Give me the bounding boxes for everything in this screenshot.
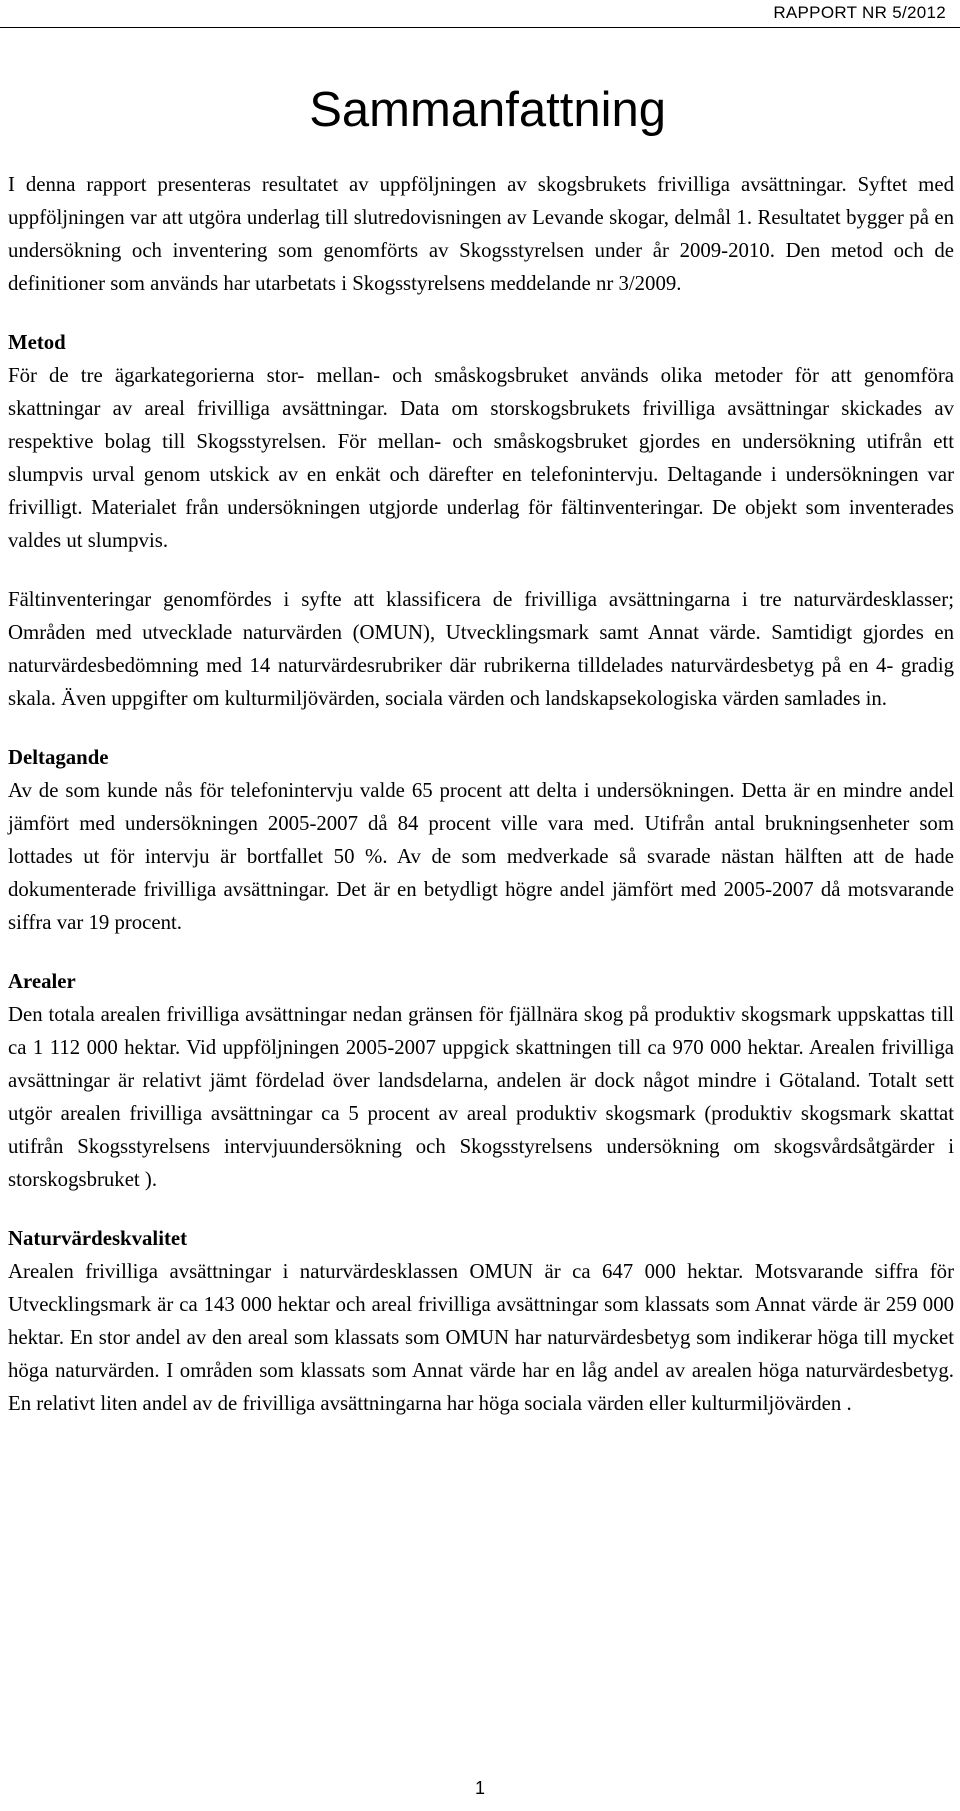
header-rule (0, 27, 960, 28)
section-heading-deltagande: Deltagande (8, 746, 109, 769)
page-header (0, 0, 960, 28)
report-number: RAPPORT NR 5/2012 (773, 3, 946, 22)
naturvardeskvalitet-paragraph: Arealen frivilliga avsättningar i naturvärdesklassen OMUN är ca 647 000 hektar. Motsvarande siffra för Utvecklingsmark är ca 143 000 hektar och areal frivilliga avsättningar som klassats som Annat värde är 259 000 hektar. En stor andel av den areal som klassats som OMUN har naturvärdesbetyg som indikerar höga till mycket höga naturvärden. I områden som klassats som Annat värde har en låg andel av arealen höga naturvärdesbetyg. En relativt liten andel av de frivilliga avsättningarna har höga sociala värden eller kulturmiljövärden . (8, 1260, 954, 1415)
deltagande-paragraph: Av de som kunde nås för telefonintervju valde 65 procent att delta i undersökningen. Detta är en mindre andel jämfört med undersökningen 2005-2007 då 84 procent ville vara med. Utifrån antal brukningsenheter som lottades ut för intervju är bortfallet 50 %. Av de som medverkade så svarade nästan hälften att de hade dokumenterade frivilliga avsättningar. Det är en betydligt högre andel jämfört med 2005-2007 då motsvarande siffra var 19 procent. (8, 779, 954, 934)
page-title: Sammanfattning (309, 83, 666, 137)
intro-paragraph: I denna rapport presenteras resultatet av uppföljningen av skogsbrukets frivilliga avsättningar. Syftet med uppföljningen var att utgöra underlag till slutredovisningen av Levande skogar, delmål 1. Resultatet bygger på en undersökning och inventering som genomförts av Skogsstyrelsen under år 2009-2010. Den metod och de definitioner som används har utarbetats i Skogsstyrelsens meddelande nr 3/2009. (8, 173, 954, 295)
section-heading-metod: Metod (8, 331, 66, 354)
page-number: 1 (474, 1778, 485, 1798)
section-heading-arealer: Arealer (8, 970, 76, 993)
metod-paragraph-1: För de tre ägarkategorierna stor- mellan- och småskogsbruket används olika metoder för att genomföra skattningar av areal frivilliga avsättningar. Data om storskogsbrukets frivilliga avsättningar skickades av respektive bolag till Skogsstyrelsen. För mellan- och småskogsbruket gjordes en undersökning utifrån ett slumpvis urval genom utskick av en enkät och därefter en telefonintervju. Deltagande i undersökningen var frivilligt. Materialet från undersökningen utgjorde underlag för fältinventeringar. De objekt som inventerades valdes ut slumpvis. (8, 364, 954, 552)
arealer-paragraph: Den totala arealen frivilliga avsättningar nedan gränsen för fjällnära skog på produktiv skogsmark uppskattas till ca 1 112 000 hektar. Vid uppföljningen 2005-2007 uppgick skattningen till ca 970 000 hektar. Arealen frivilliga avsättningar är relativt jämt fördelad över landsdelarna, andelen är dock något mindre i Götaland. Totalt sett utgör arealen frivilliga avsättningar ca 5 procent av areal produktiv skogsmark (produktiv skogsmark skattat utifrån Skogsstyrelsens intervjuundersökning och Skogsstyrelsens undersökning om skogsvårdsåtgärder i storskogsbruket ). (8, 1003, 954, 1191)
document-body (8, 168, 954, 1420)
metod-paragraph-2: Fältinventeringar genomfördes i syfte att klassificera de frivilliga avsättningarna i tre naturvärdesklasser; Områden med utvecklade naturvärden (OMUN), Utvecklingsmark samt Annat värde. Samtidigt gjordes en naturvärdesbedömning med 14 naturvärdesrubriker där rubrikerna tilldelades naturvärdesbetyg på en 4- gradig skala. Även uppgifter om kulturmiljövärden, sociala värden och landskapsekologiska värden samlades in. (8, 588, 954, 710)
section-heading-naturvardeskvalitet: Naturvärdeskvalitet (8, 1227, 188, 1250)
